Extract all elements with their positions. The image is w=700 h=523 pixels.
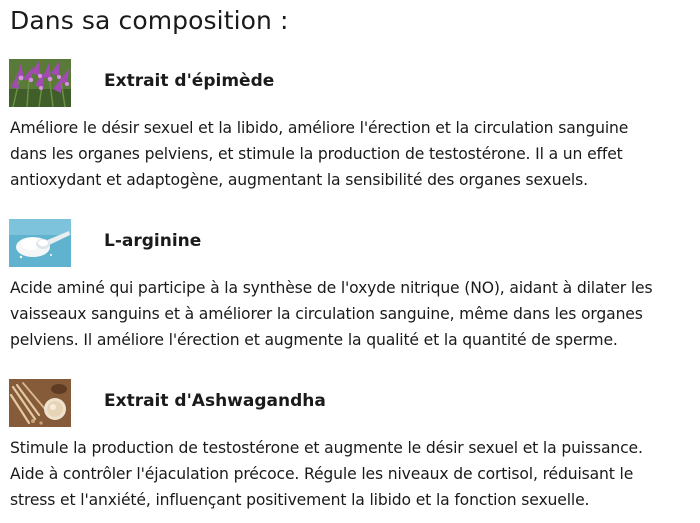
description-line: Stimule la production de testostérone et augmente le désir sexuel et la puissance. — [10, 439, 643, 457]
description-line: dans les organes pelviens, et stimule la production de testostérone. Il a un effet — [10, 145, 623, 163]
ingredient-name: L-arginine — [104, 231, 202, 251]
description-line: Acide aminé qui participe à la synthèse de l'oxyde nitrique (NO), aidant à dilater les — [10, 279, 653, 297]
description-line: antioxydant et adaptogène, augmentant la sensibilité des organes sexuels. — [10, 171, 588, 189]
description-line: vaisseaux sanguins et à améliorer la circulation sanguine, même dans les organes — [10, 305, 643, 323]
description-line: Améliore le désir sexuel et la libido, améliore l'érection et la circulation sanguine — [10, 119, 629, 137]
powder-scoop-image — [9, 219, 71, 267]
composition-heading: Dans sa composition : — [10, 6, 289, 35]
description-line: Aide à contrôler l'éjaculation précoce. Régule les niveaux de cortisol, réduisant le — [10, 465, 634, 483]
epimedium-flower-image — [9, 59, 71, 107]
ingredient-description — [10, 435, 700, 513]
ingredient-description — [10, 115, 700, 193]
ingredient-name: Extrait d'Ashwagandha — [104, 391, 326, 411]
ingredient-description — [10, 275, 700, 353]
ingredient-name: Extrait d'épimède — [104, 71, 275, 91]
ashwagandha-root-image — [9, 379, 71, 427]
description-line: pelviens. Il améliore l'érection et augmente la qualité et la quantité de sperme. — [10, 331, 618, 349]
description-line: stress et l'anxiété, influençant positivement la libido et la fonction sexuelle. — [10, 491, 590, 509]
